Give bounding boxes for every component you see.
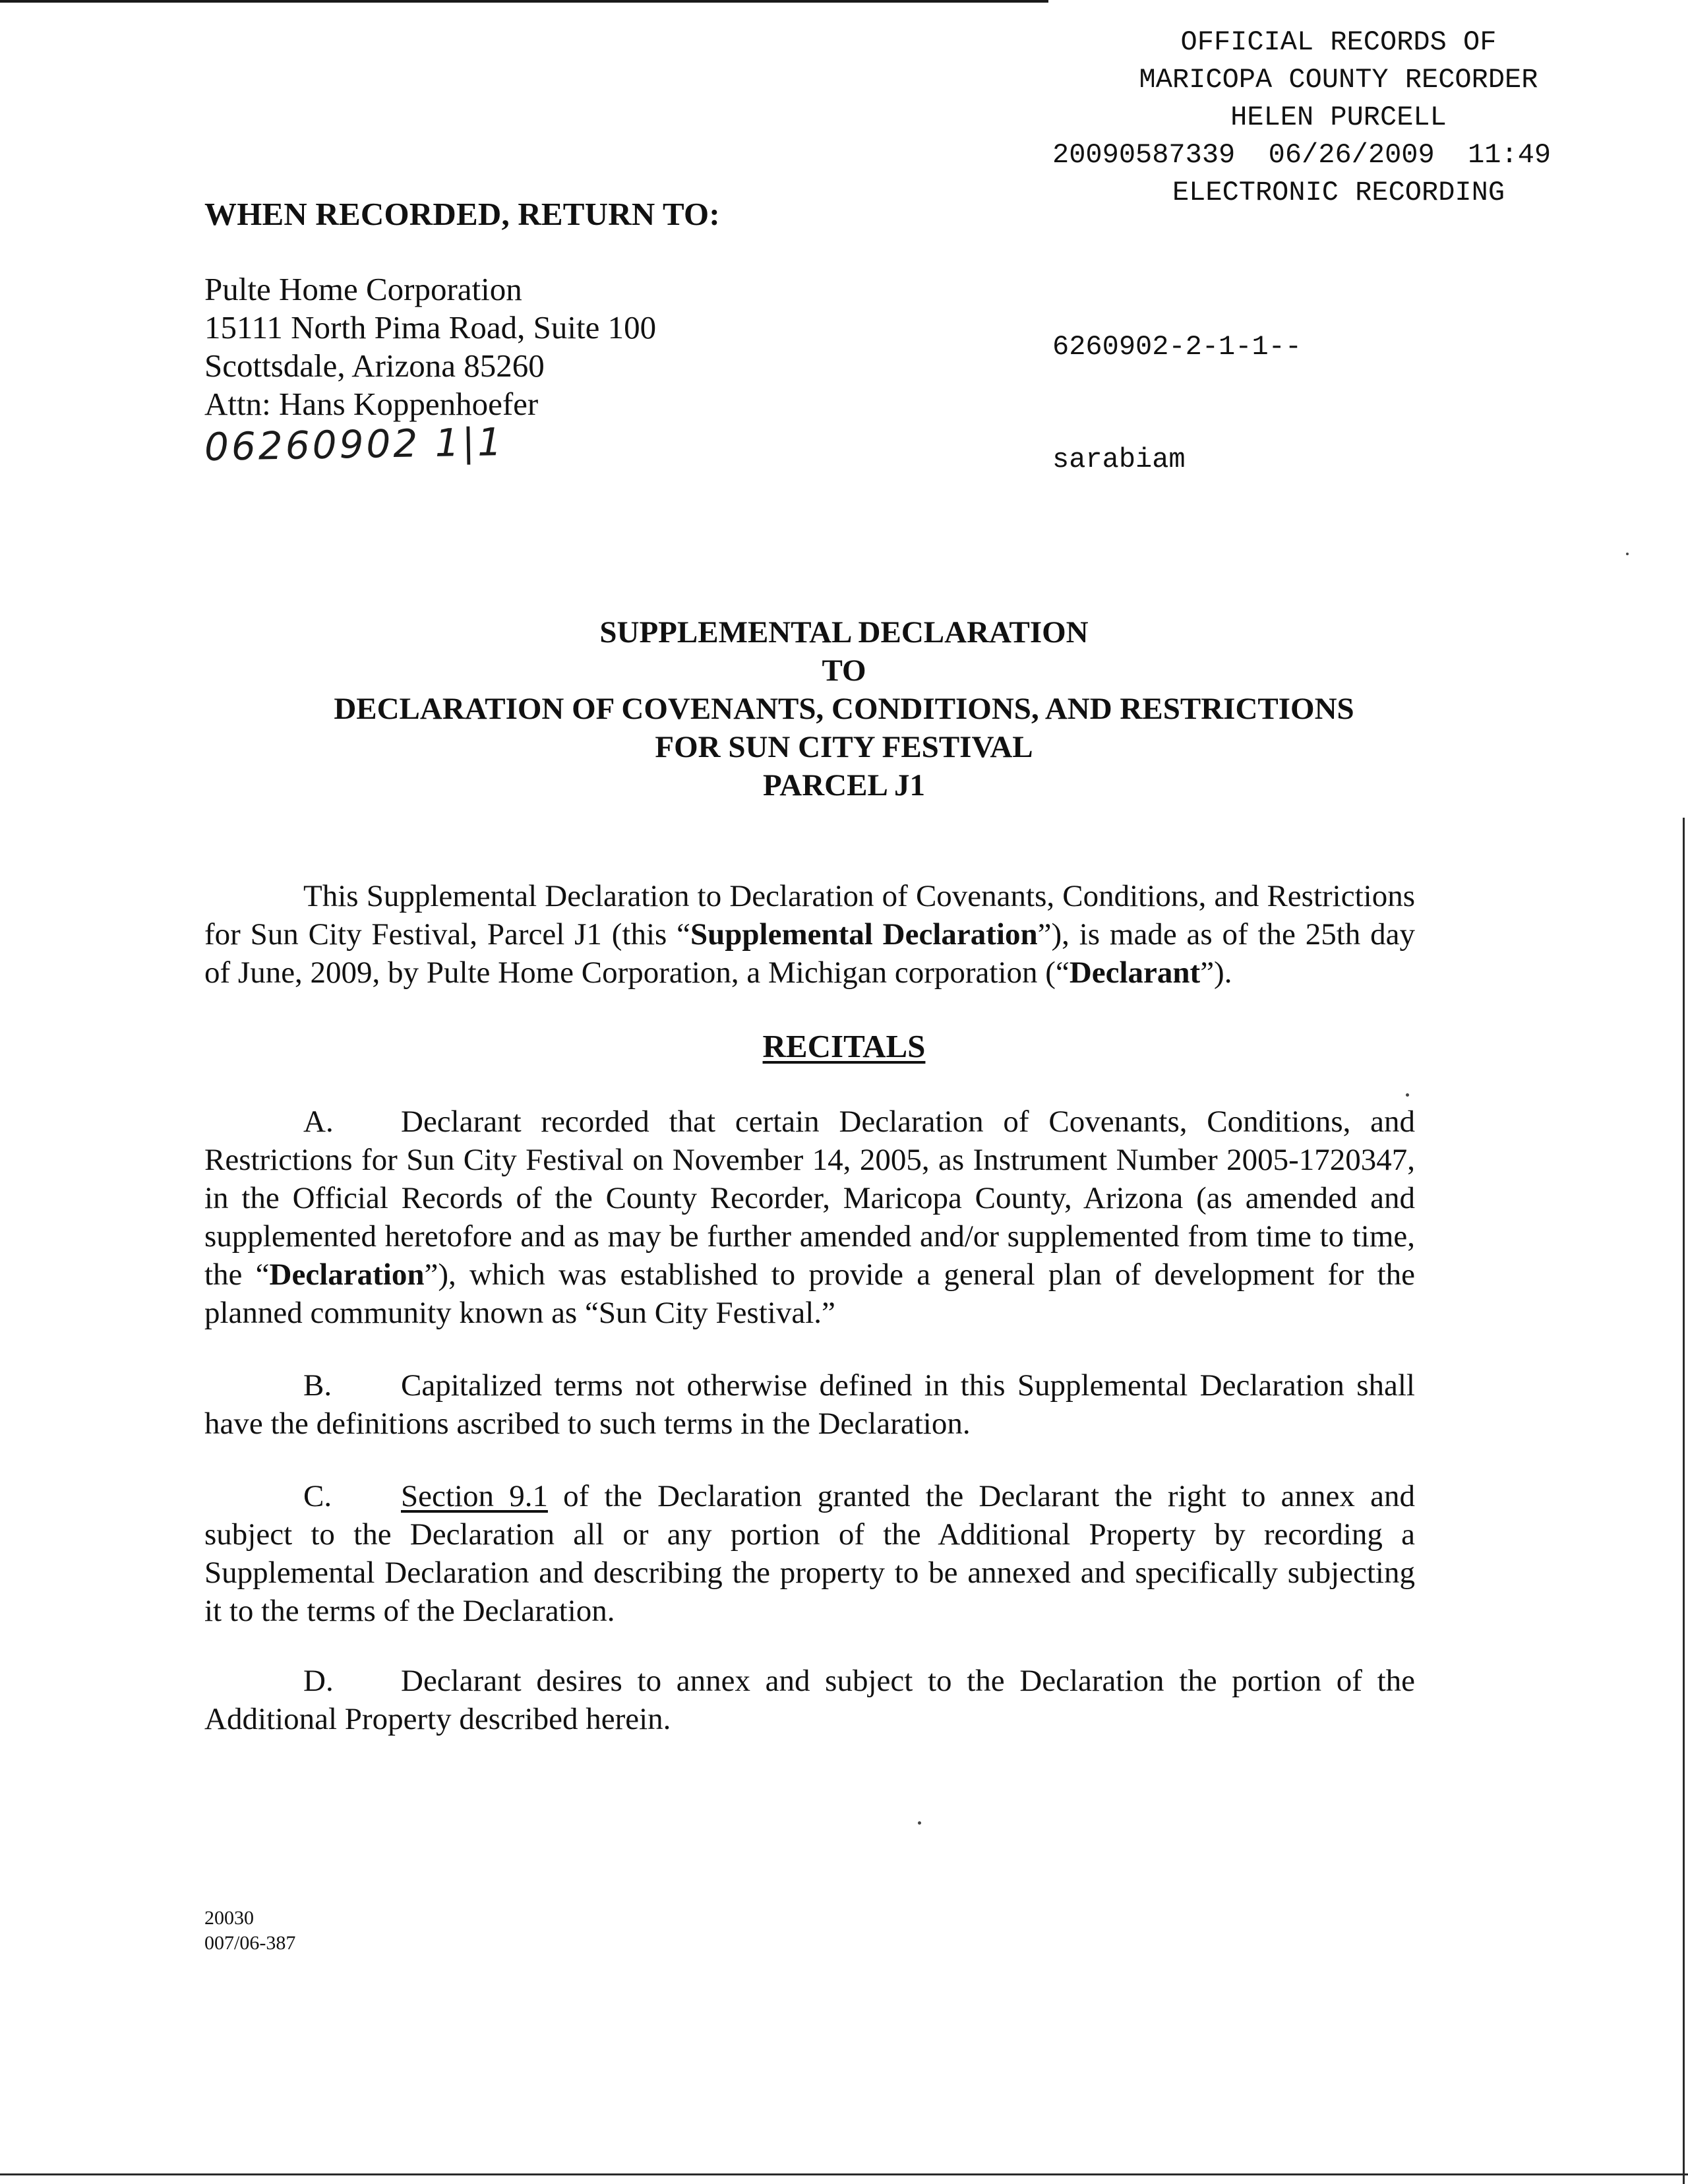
footer-code-2: 007/06-387 bbox=[204, 1932, 296, 1954]
stamp-line-1: OFFICIAL RECORDS OF bbox=[1180, 26, 1497, 58]
return-to-heading: WHEN RECORDED, RETURN TO: bbox=[204, 196, 720, 232]
title-line-3: DECLARATION OF COVENANTS, CONDITIONS, AND RESTRICTIONS bbox=[334, 692, 1354, 726]
footer-code-1: 20030 bbox=[204, 1907, 254, 1929]
stamp-docket bbox=[1052, 253, 1302, 554]
title-line-4: FOR SUN CITY FESTIVAL bbox=[655, 730, 1033, 764]
scan-edge-top bbox=[0, 0, 1048, 3]
title-line-1: SUPPLEMENTAL DECLARATION bbox=[599, 615, 1089, 650]
scan-edge-bottom bbox=[0, 2173, 1688, 2175]
footer-document-code bbox=[204, 1906, 295, 1956]
recital-a: A. Declarant recorded that certain Declaration of Covenants, Conditions, and Restrictions for Sun City Festival on November 14, 2005, as Instrument Number 2005-1720347, in the Official Records of the County Recorder, Maricopa County, Arizona (as amended and supplemented heretofore and as may be further amended and/or supplemented from time to time, the “Declaration”), which was established to provide a general plan of development for the planned community known as “Sun City Festival.” bbox=[204, 1103, 1415, 1332]
scan-edge-right bbox=[1683, 818, 1685, 2184]
recital-c: C. Section 9.1 of the Declaration granted the Declarant the right to annex and subject to the Declaration all or any portion of the Additional Property by recording a Supplemental Declaration and describing the property to be annexed and specifically subjecting it to the terms of the Declaration. bbox=[204, 1477, 1415, 1630]
scan-speck bbox=[918, 1821, 921, 1825]
document-title bbox=[0, 613, 1688, 804]
return-city: Scottsdale, Arizona 85260 bbox=[204, 348, 545, 384]
term-supplemental-declaration: Supplemental Declaration bbox=[690, 917, 1038, 952]
scan-speck bbox=[1626, 553, 1629, 555]
handwritten-annotation: 06260902 1|1 bbox=[204, 419, 505, 470]
stamp-line-5: ELECTRONIC RECORDING bbox=[1172, 177, 1505, 208]
recitals-heading: RECITALS bbox=[762, 1028, 926, 1064]
return-company: Pulte Home Corporation bbox=[204, 271, 522, 307]
title-line-5: PARCEL J1 bbox=[763, 768, 925, 803]
recital-d-label: D. bbox=[303, 1664, 334, 1698]
intro-paragraph: This Supplemental Declaration to Declaration of Covenants, Conditions, and Restrictions for Sun City Festival, Parcel J1 (this “Supplemental Declaration”), is made as of the 25th day of June, 2009, by Pulte Home Corporation, a Michigan corporation (“Declarant”). bbox=[204, 879, 1416, 990]
term-declarant: Declarant bbox=[1069, 956, 1201, 990]
docket-number: 6260902-2-1-1-- bbox=[1052, 331, 1302, 363]
stamp-record-number: 20090587339 06/26/2009 11:49 bbox=[1052, 139, 1552, 171]
recorder-stamp bbox=[1029, 24, 1648, 212]
stamp-line-3: HELEN PURCELL bbox=[1230, 102, 1447, 133]
return-street: 15111 North Pima Road, Suite 100 bbox=[204, 309, 657, 346]
recital-c-label: C. bbox=[303, 1479, 332, 1513]
term-declaration: Declaration bbox=[269, 1258, 425, 1292]
scan-speck bbox=[1406, 1093, 1409, 1097]
section-reference: Section 9.1 bbox=[401, 1479, 548, 1513]
return-address bbox=[204, 270, 656, 423]
stamp-line-2: MARICOPA COUNTY RECORDER bbox=[1139, 64, 1538, 96]
recital-b: B. Capitalized terms not otherwise defined in this Supplemental Declaration shall have the definitions ascribed to such terms in the Declaration. bbox=[204, 1366, 1415, 1443]
recital-b-label: B. bbox=[303, 1368, 332, 1403]
recital-d: D. Declarant desires to annex and subject to the Declaration the portion of the Additional Property described herein. bbox=[204, 1662, 1415, 1738]
clerk-id: sarabiam bbox=[1052, 444, 1186, 475]
title-line-2: TO bbox=[822, 653, 866, 688]
recital-a-label: A. bbox=[303, 1105, 334, 1139]
return-attn: Attn: Hans Koppenhoefer bbox=[204, 386, 539, 422]
